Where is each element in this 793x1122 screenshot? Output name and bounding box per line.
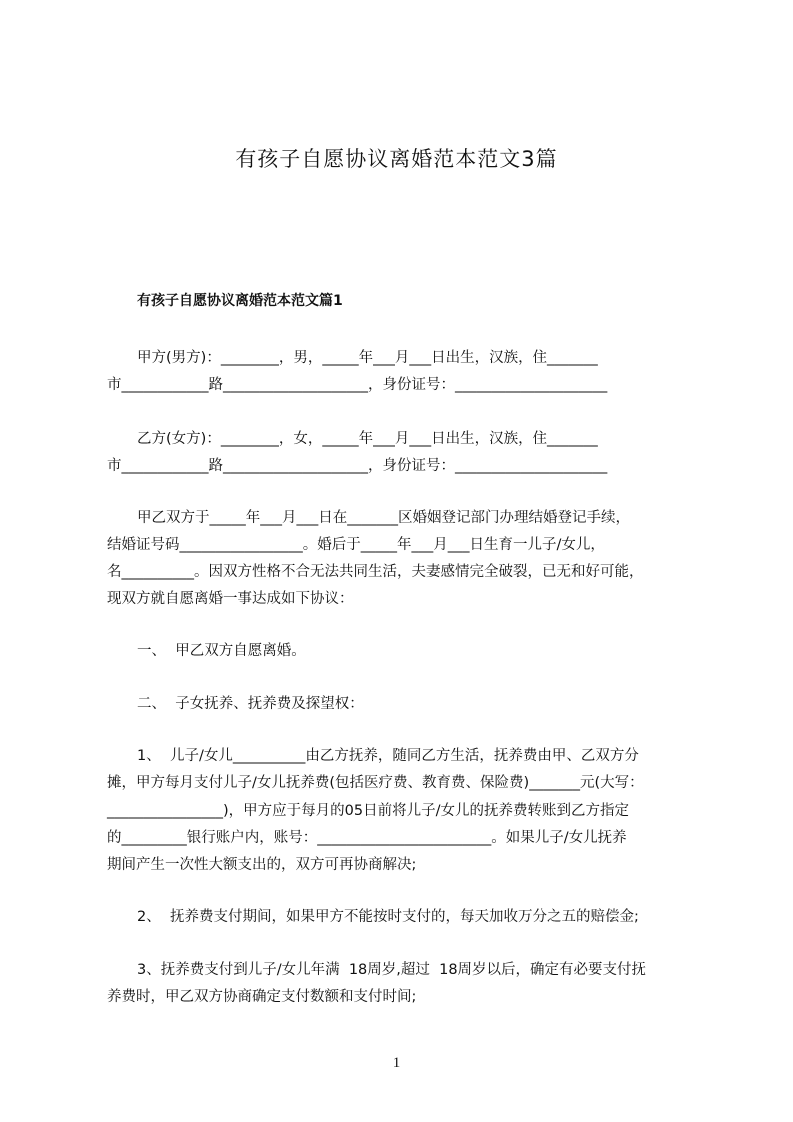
section-title: 有孩子自愿协议离婚范本范文篇1 bbox=[137, 293, 343, 309]
item-1-line-1: 1、 儿子/女儿__________由乙方抚养，随同乙方生活，抚养费由甲、乙双方分 bbox=[137, 748, 639, 764]
marriage-line-2: 结婚证号码_________________。婚后于_____年___月___日生育一儿子/女儿， bbox=[107, 537, 605, 553]
party-a-line-1: 甲方(男方)：________，男，_____年___月___日出生，汉族，住_______ bbox=[137, 350, 598, 366]
party-b-line-2: 市____________路____________________，身份证号：_____________________ bbox=[107, 458, 608, 474]
page-number: 1 bbox=[392, 1055, 401, 1071]
item-1-line-2: 摊，甲方每月支付儿子/女儿抚养费(包括医疗费、教育费、保险费)_______元(大写： bbox=[107, 775, 644, 791]
item-1-line-3: ________________)，甲方应于每月的05日前将儿子/女儿的抚养费转账到乙方指定 bbox=[107, 803, 629, 819]
document-title: 有孩子自愿协议离婚范本范文3篇 bbox=[235, 147, 558, 171]
item-1-line-4: 的_________银行账户内，账号：________________________。如果儿子/女儿抚养 bbox=[107, 830, 627, 846]
marriage-line-1: 甲乙双方于_____年___月___日在_______区婚姻登记部门办理结婚登记手续， bbox=[137, 510, 630, 526]
clause-2: 二、 子女抚养、抚养费及探望权： bbox=[137, 696, 364, 712]
marriage-line-3: 名__________。因双方性格不合无法共同生活，夫妻感情完全破裂，已无和好可能， bbox=[107, 564, 644, 580]
item-3-line-2: 养费时，甲乙双方协商确定支付数额和支付时间; bbox=[107, 989, 417, 1005]
party-a-line-2: 市____________路____________________，身份证号：_____________________ bbox=[107, 377, 608, 393]
item-2: 2、 抚养费支付期间，如果甲方不能按时支付的，每天加收万分之五的赔偿金; bbox=[137, 909, 639, 925]
marriage-line-4: 现双方就自愿离婚一事达成如下协议： bbox=[107, 591, 354, 607]
party-b-line-1: 乙方(女方)：________，女，_____年___月___日出生，汉族，住_______ bbox=[137, 431, 598, 447]
clause-1: 一、 甲乙双方自愿离婚。 bbox=[137, 643, 306, 659]
item-1-line-5: 期间产生一次性大额支出的，双方可再协商解决; bbox=[107, 857, 417, 873]
item-3-line-1: 3、抚养费支付到儿子/女儿年满 18周岁,超过 18周岁以后，确定有必要支付抚 bbox=[137, 962, 647, 978]
